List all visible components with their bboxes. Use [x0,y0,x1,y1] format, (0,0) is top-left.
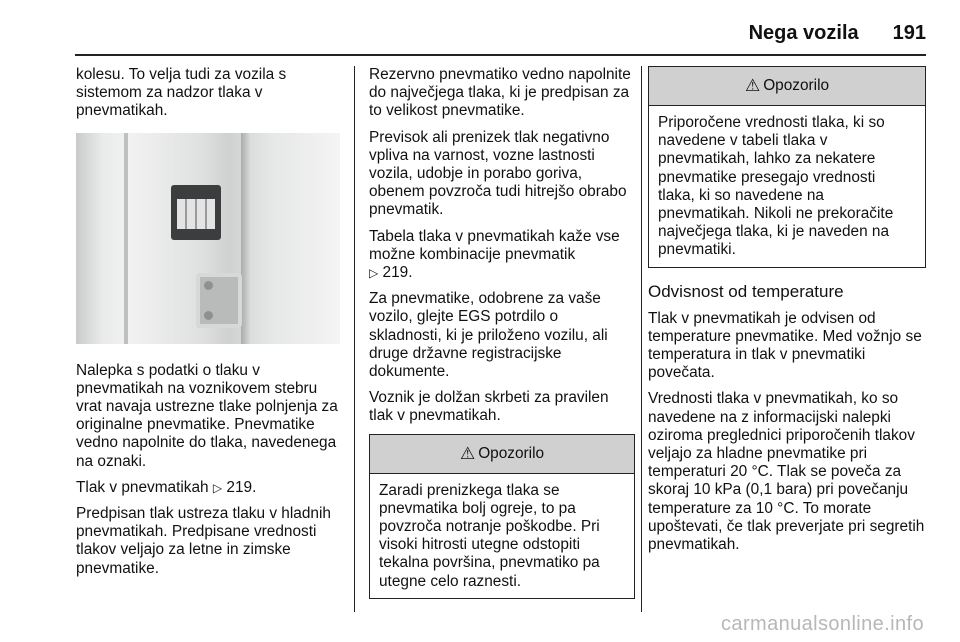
paragraph: Za pnevmatike, odobrene za vaše vozilo, glejte EGS potrdilo o skladnosti, ki je priloženo vozilu, ali druge državne registracijske dokumente. [369,290,608,381]
door-latch [196,273,242,328]
photo-caption: Nalepka s podatki o tlaku v pnevmatikah na voznikovem stebru vrat navaja ustrezne tlake polnjenja za originalne pnevmatike. Pnevmatike vedno napolnite do tlaka, navedenega na oznaki. [76,361,338,470]
pressure-sticker [171,185,221,240]
warning-title: Opozorilo [478,444,545,462]
warning-header [649,67,925,106]
warning-text: Priporočene vrednosti tlaka, ki so navedene v tabeli tlaka v pnevmatikah, lahko za nekatere pnevmatike presegajo vrednosti tlaka, ki so navedene na pnevmatikah. Nikoli ne prekoračite največjega tlaka, ki je naveden na pnevmatiki. [658,114,894,259]
paragraph: Predpisan tlak ustreza tlaku v hladnih pnevmatikah. Predpisane vrednosti tlakov veljajo za letne in zimske pnevmatike. [76,505,331,577]
warning-box [369,434,635,599]
reference-arrow-icon: ▷ [369,266,379,281]
tire-pressure-label-photo [76,133,340,344]
paragraph: Voznik je dolžan skrbeti za pravilen tlak v pnevmatikah. [369,389,609,425]
reference-arrow-icon: ▷ [212,480,223,495]
column-left [76,66,344,586]
warning-triangle-icon: ⚠ [744,75,761,95]
paragraph: Tabela tlaka v pnevmatikah kaže vse možne kombinacije pnevmatik ▷ 219. [369,227,620,282]
paragraph: Tlak v pnevmatikah je odvisen od temperature pnevmatike. Med vožnjo se temperatura in tlak v pnevmatiki povečata. [648,309,922,382]
paragraph: Vrednosti tlaka v pnevmatikah, ko so navedene na z informacijski nalepki oziroma preglednici priporočenih tlakov veljajo za hladne pnevmatike pri temperaturi 20 °C. Tlak se poveča za skoraj 10 kPa (0,1 bara) pri povečanju temperature za 10 °C. To morate upoštevati, če tlak preverjate pri segretih pnevmatikah. [648,390,925,554]
watermark: carmanualsonline.info [721,613,924,635]
paragraph: Previsok ali prenizek tlak negativno vpliva na varnost, vozne lastnosti vozila, udobje in porabo goriva, obenem povzroča tudi hitrejšo obrabo pnevmatik. [369,128,627,219]
column-right [648,66,926,562]
page-number: 191 [892,22,926,44]
warning-box [648,66,926,268]
paragraph: Rezervno pnevmatiko vedno napolnite do največjega tlaka, ki je predpisan za to velikost pnevmatike. [369,66,631,120]
warning-triangle-icon: ⚠ [459,443,476,463]
column-middle [369,66,635,609]
column-divider [641,66,642,612]
paragraph: Tlak v pnevmatikah ▷ 219. [76,478,257,496]
section-title: Nega vozila [748,22,859,44]
page-header [749,22,926,52]
section-heading: Odvisnost od temperature [648,281,844,301]
header-rule [75,54,926,56]
paragraph: kolesu. To velja tudi za vozila s sistemom za nadzor tlaka v pnevmatikah. [76,66,287,120]
warning-title: Opozorilo [763,76,830,94]
column-divider [354,66,355,612]
warning-header [370,435,634,474]
warning-text: Zaradi prenizkega tlaka se pnevmatika bolj ogreje, to pa povzroča notranje poškodbe. Pri visoki hitrosti utegne odstopiti tekalna površina, pnevmatiko pa utegne celo raznesti. [379,481,600,590]
